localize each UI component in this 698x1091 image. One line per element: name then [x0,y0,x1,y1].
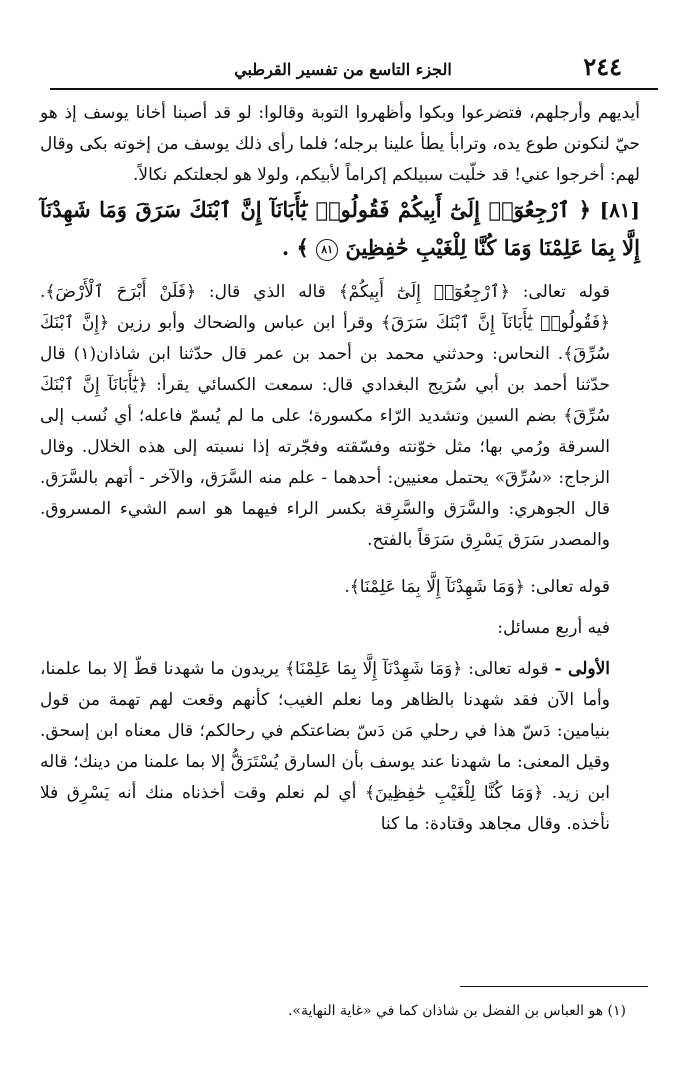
page-number: ٢٤٤ [583,52,622,81]
footnote: (١) هو العباس بن الفضل بن شاذان كما في «غاية النهاية». [287,1003,626,1019]
paragraph-1: أيديهم وأرجلهم، فتضرعوا وبكوا وأظهروا التوبة وقالوا: لو قد أصبنا أخانا يوسف إذ هو حيّ لنكونن طوع يده، وترابأ يطأ علينا برجله؛ فلما رأى ذلك يوسف من إخوته بكى وقال لهم: أخرجوا عني! قد خلّيت سبيلكم إكراماً لأبيكم، ولولا هو لجعلتكم نكالاً. [40,103,640,185]
paragraph-2: قوله تعالى: ﴿ٱرْجِعُوٓا۟ إِلَىٰٓ أَبِيكُمْ﴾ قاله الذي قال: ﴿فَلَنْ أَبْرَحَ ٱلْأَرْضَ﴾. ﴿فَقُولُوا۟ يَٰٓأَبَانَآ إِنَّ ٱبْنَكَ سَرَقَ﴾ وقرأ ابن عباس والضحاك وأبو رزين ﴿إِنَّ ٱبْنَكَ سُرِّقَ﴾. النحاس: وحدثني محمد بن أحمد بن عمر قال حدّثنا ابن شاذان(١) قال حدّثنا أحمد بن أبي سُرَيج البغدادي قال: سمعت الكسائي يقرأ: ﴿يَٰٓأَبَانَآ إِنَّ ٱبْنَكَ سُرِّقَ﴾ بضم السين وتشديد الرّاء مكسورة؛ على ما لم يُسمّ فاعله؛ أي نُسب إلى السرقة ورُمي بها؛ مثل خوّنته وفسّقته وفجّرته إذا نسبته إلى هذه الخلال. وقال الزجاج: «سُرِّقَ» يحتمل معنيين: أحدهما - علم منه السَّرَق، والآخر - أتهم بالسَّرَق. قال الجوهري: والسَّرَق والسَّرِقة بكسر الراء فيهما هو اسم الشيء المسروق. والمصدر سَرَق يَسْرِق سَرَقاً بالفتح. [40,282,610,550]
footnote-rule [460,986,648,987]
verse-number: [٨١] [599,198,641,222]
verse-text: ﴿ ٱرْجِعُوٓا۟ إِلَىٰٓ أَبِيكُمْ فَقُولُوا۟ يَٰٓأَبَانَآ إِنَّ ٱبْنَكَ سَرَقَ وَمَا شَهِدْنَآ إِلَّا بِمَا عَلِمْنَا وَمَا كُنَّا لِلْغَيْبِ حَٰفِظِينَ [40,197,640,260]
main-text [40,98,640,840]
paragraph-3: قوله تعالى: ﴿وَمَا شَهِدْنَآ إِلَّا بِمَا عَلِمْنَا﴾. [344,577,610,597]
issue-heading: الأولى - [554,659,611,679]
quran-verse [40,191,640,267]
paragraph-4: فيه أربع مسائل: [497,618,610,638]
ayah-end-marker: ٨١ [316,239,338,261]
paragraph-5-text: قوله تعالى: ﴿وَمَا شَهِدْنَآ إِلَّا بِمَا عَلِمْنَا﴾ يريدون ما شهدنا قطّ إلا بما علمنا، وأما الآن فقد شهدنا بالظاهر وما نعلم الغيب؛ كأنهم وقعت لهم تهمة من قول بنيامين: دَسّ هذا في رحلي مَن دَسّ بضاعتكم في رحالكم؛ قال معناه ابن إسحق. وقيل المعنى: ما شهدنا عند يوسف بأن السارق يُسْتَرَقُّ إلا بما علمنا من دينك؛ قاله ابن زيد. ﴿وَمَا كُنَّا لِلْغَيْبِ حَٰفِظِينَ﴾ أي لم نعلم وقت أخذناه منك أنه يَسْرِق فلا نأخذه. وقال مجاهد وقتادة: ما كنا [40,659,610,834]
paragraph-5 [40,654,640,840]
page-header [28,52,658,86]
running-title: الجزء التاسع من تفسير القرطبي [234,60,452,79]
header-rule [50,88,658,90]
verse-close: ﴾ . [281,235,309,260]
